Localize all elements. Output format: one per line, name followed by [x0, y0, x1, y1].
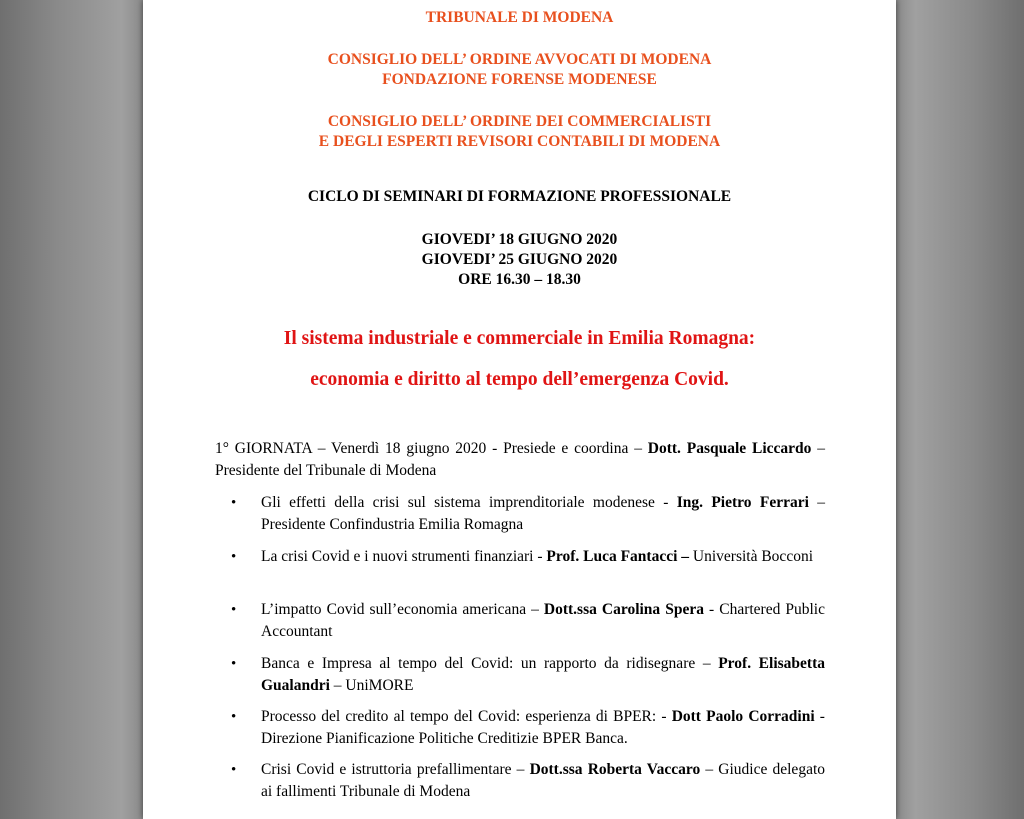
bullet-4: • [231, 656, 237, 672]
day1-chair-role: – Presidente del Tribunale di Modena [215, 440, 826, 479]
org-revisori: E DEGLI ESPERTI REVISORI CONTABILI DI MODENA [318, 133, 721, 150]
item-role: – Presidente Confindustria Emilia Romagna [261, 494, 826, 533]
item-topic: Processo del credito al tempo del Covid: esperienza di BPER: - [261, 708, 672, 725]
item-speaker: Dott Paolo Corradini [671, 708, 815, 725]
item-topic: Gli effetti della crisi sul sistema imprenditoriale modenese - [261, 494, 677, 511]
background-right [896, 0, 1024, 819]
list-item [261, 653, 825, 697]
org-fondazione: FONDAZIONE FORENSE MODENESE [382, 71, 657, 88]
item-role: – Giudice delegato ai fallimenti Tribunale di Modena [261, 761, 826, 800]
org-commercialisti: CONSIGLIO DELL’ ORDINE DEI COMMERCIALISTI [327, 113, 712, 130]
item-topic: L’impatto Covid sull’economia americana – [261, 601, 544, 618]
list-item [261, 759, 825, 803]
org-tribunale: TRIBUNALE DI MODENA [425, 9, 614, 26]
item-topic: Crisi Covid e istruttoria prefallimentare – [261, 761, 530, 778]
list-item [261, 706, 825, 750]
seminar-title-line1: Il sistema industriale e commerciale in Emilia Romagna: [283, 328, 756, 349]
list-item [261, 546, 825, 568]
seminar-cycle: CICLO DI SEMINARI DI FORMAZIONE PROFESSIONALE [307, 188, 732, 205]
bullet-5: • [231, 709, 237, 725]
day1-intro-text: 1° GIORNATA – Venerdì 18 giugno 2020 - Presiede e coordina – [215, 440, 648, 457]
item-speaker: Prof. Luca Fantacci – [546, 548, 690, 565]
list-item [261, 599, 825, 643]
seminar-title-line2: economia e diritto al tempo dell’emergenza Covid. [310, 369, 729, 390]
day1-chair-name: Dott. Pasquale Liccardo [647, 440, 812, 457]
item-speaker: Dott.ssa Carolina Spera [543, 601, 704, 618]
item-role: - Chartered Public Accountant [261, 601, 825, 640]
item-speaker: Dott.ssa Roberta Vaccaro [529, 761, 701, 778]
bullet-6: • [231, 762, 237, 778]
date-first: GIOVEDI’ 18 GIUGNO 2020 [421, 231, 618, 248]
date-second: GIOVEDI’ 25 GIUGNO 2020 [421, 251, 618, 268]
org-avvocati: CONSIGLIO DELL’ ORDINE AVVOCATI DI MODENA [327, 51, 712, 68]
bullet-1: • [231, 495, 237, 511]
time-range: ORE 16.30 – 18.30 [458, 271, 581, 288]
list-item [261, 492, 825, 536]
background-left [0, 0, 143, 819]
day1-intro [215, 438, 825, 482]
item-topic: La crisi Covid e i nuovi strumenti finanziari - [261, 548, 547, 565]
item-topic: Banca e Impresa al tempo del Covid: un rapporto da ridisegnare – [261, 655, 719, 672]
item-role: – UniMORE [329, 677, 414, 694]
item-role: - Direzione Pianificazione Politiche Creditizie BPER Banca. [261, 708, 825, 747]
item-role: Università Bocconi [689, 548, 814, 565]
bullet-3: • [231, 602, 237, 618]
item-speaker: Ing. Pietro Ferrari [676, 494, 809, 511]
document-page [143, 0, 896, 819]
bullet-2: • [231, 549, 237, 565]
item-speaker: Prof. Elisabetta Gualandri [261, 655, 825, 694]
